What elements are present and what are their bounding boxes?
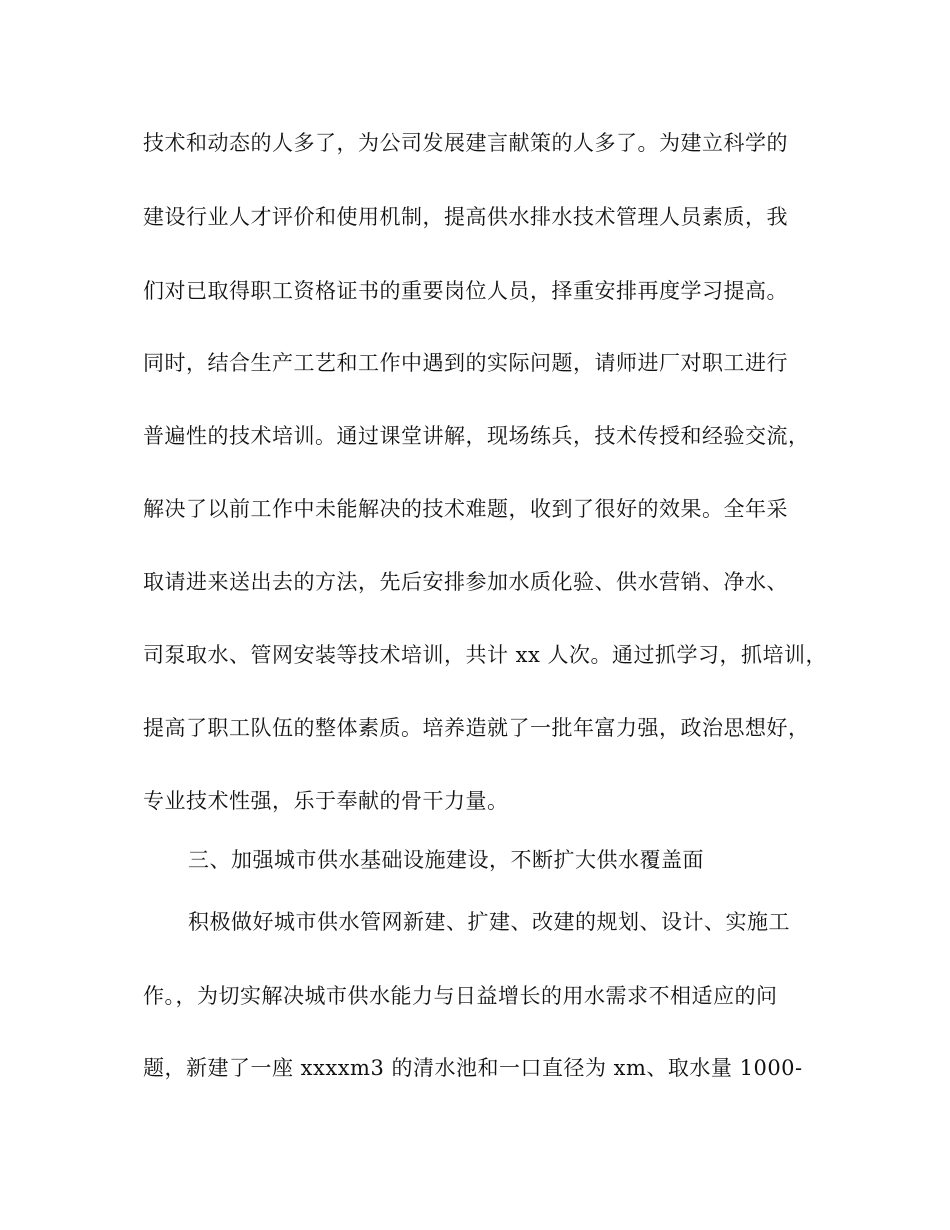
paragraph-line: 解决了以前工作中未能解决的技术难题，收到了很好的效果。全年采 (143, 497, 788, 521)
paragraph-line: 同时，结合生产工艺和工作中遇到的实际问题，请师进厂对职工进行 (143, 351, 788, 375)
paragraph-line: 普遍性的技术培训。通过课堂讲解，现场练兵，技术传授和经验交流， (143, 424, 810, 448)
section-heading: 三、加强城市供水基础设施建设，不断扩大供水覆盖面 (188, 848, 704, 872)
paragraph-line: 技术和动态的人多了，为公司发展建言献策的人多了。为建立科学的 (143, 131, 788, 155)
paragraph-line: 建设行业人才评价和使用机制，提高供水排水技术管理人员素质，我 (143, 205, 788, 229)
paragraph-line: 提高了职工队伍的整体素质。培养造就了一批年富力强，政治思想好， (143, 716, 810, 740)
paragraph-line: 作。，为切实解决城市供水能力与日益增长的用水需求不相适应的问 (143, 984, 778, 1008)
paragraph-line: 专业技术性强，乐于奉献的骨干力量。 (143, 789, 509, 813)
paragraph-line: 司泵取水、管网安装等技术培训，共计 xx 人次。通过抓学习，抓培训， (143, 643, 828, 667)
paragraph-line: 取请进来送出去的方法，先后安排参加水质化验、供水营销、净水、 (143, 570, 788, 594)
paragraph-line: 题，新建了一座 xxxxm3 的清水池和一口直径为 xm、取水量 1000- (143, 1056, 803, 1080)
paragraph-line: 积极做好城市供水管网新建、扩建、改建的规划、设计、实施工 (188, 910, 790, 934)
paragraph-line: 们对已取得职工资格证书的重要岗位人员，择重安排再度学习提高。 (143, 279, 788, 303)
